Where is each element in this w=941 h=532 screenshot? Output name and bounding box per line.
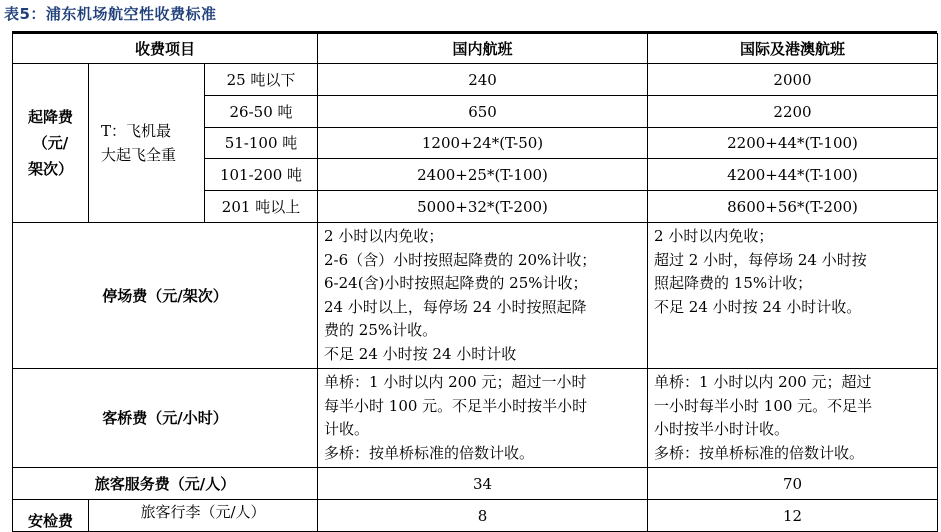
- header-row: [13, 34, 938, 64]
- landing-domestic: 1200+24*(T-50): [318, 128, 648, 159]
- landing-fee-label: 起降费 （元/ 架次）: [13, 64, 89, 223]
- passenger-service-label: 旅客服务费（元/人）: [13, 468, 318, 500]
- landing-row: [13, 64, 938, 96]
- bridge-row: [13, 369, 938, 468]
- landing-international: 2000: [648, 64, 938, 96]
- landing-domestic: 650: [318, 96, 648, 128]
- security-domestic: 8: [318, 500, 648, 532]
- weight-range: 101-200 吨: [205, 159, 318, 191]
- fee-table: [12, 33, 938, 532]
- header-item: 收费项目: [13, 34, 318, 64]
- passenger-service-row: [13, 468, 938, 500]
- weight-range: 26-50 吨: [205, 96, 318, 128]
- bridge-fee-label: 客桥费（元/小时）: [13, 369, 318, 468]
- parking-domestic: 2 小时以内免收； 2-6（含）小时按照起降费的 20%计收； 6-24(含)小时按照起降费的 25%计收； 24 小时以上，每停场 24 小时按照起降 费的 25%计收。 不足 24 小时按 24 小时计收: [318, 223, 648, 369]
- landing-domestic: 5000+32*(T-200): [318, 191, 648, 223]
- parking-international: 2 小时以内免收； 超过 2 小时，每停场 24 小时按 照起降费的 15%计收； 不足 24 小时按 24 小时计收。: [648, 223, 938, 369]
- landing-international: 4200+44*(T-100): [648, 159, 938, 191]
- parking-row: [13, 223, 938, 369]
- security-sub-label: 旅客行李（元/人）: [89, 500, 318, 532]
- weight-definition: T：飞机最 大起飞全重: [89, 64, 205, 223]
- header-international: 国际及港澳航班: [648, 34, 938, 64]
- weight-range: 51-100 吨: [205, 128, 318, 159]
- passenger-service-international: 70: [648, 468, 938, 500]
- landing-domestic: 2400+25*(T-100): [318, 159, 648, 191]
- security-international: 12: [648, 500, 938, 532]
- security-fee-label: 安检费: [13, 500, 89, 532]
- passenger-service-domestic: 34: [318, 468, 648, 500]
- security-row: [13, 500, 938, 532]
- landing-domestic: 240: [318, 64, 648, 96]
- header-domestic: 国内航班: [318, 34, 648, 64]
- bridge-international: 单桥：1 小时以内 200 元；超过 一小时每半小时 100 元。不足半 小时按半小时计收。 多桥：按单桥标准的倍数计收。: [648, 369, 938, 468]
- bridge-domestic: 单桥：1 小时以内 200 元；超过一小时 每半小时 100 元。不足半小时按半小时 计收。 多桥：按单桥标准的倍数计收。: [318, 369, 648, 468]
- weight-range: 25 吨以下: [205, 64, 318, 96]
- parking-fee-label: 停场费（元/架次）: [13, 223, 318, 369]
- landing-international: 8600+56*(T-200): [648, 191, 938, 223]
- landing-international: 2200+44*(T-100): [648, 128, 938, 159]
- landing-international: 2200: [648, 96, 938, 128]
- weight-range: 201 吨以上: [205, 191, 318, 223]
- table-title: 表5：浦东机场航空性收费标准: [4, 5, 217, 23]
